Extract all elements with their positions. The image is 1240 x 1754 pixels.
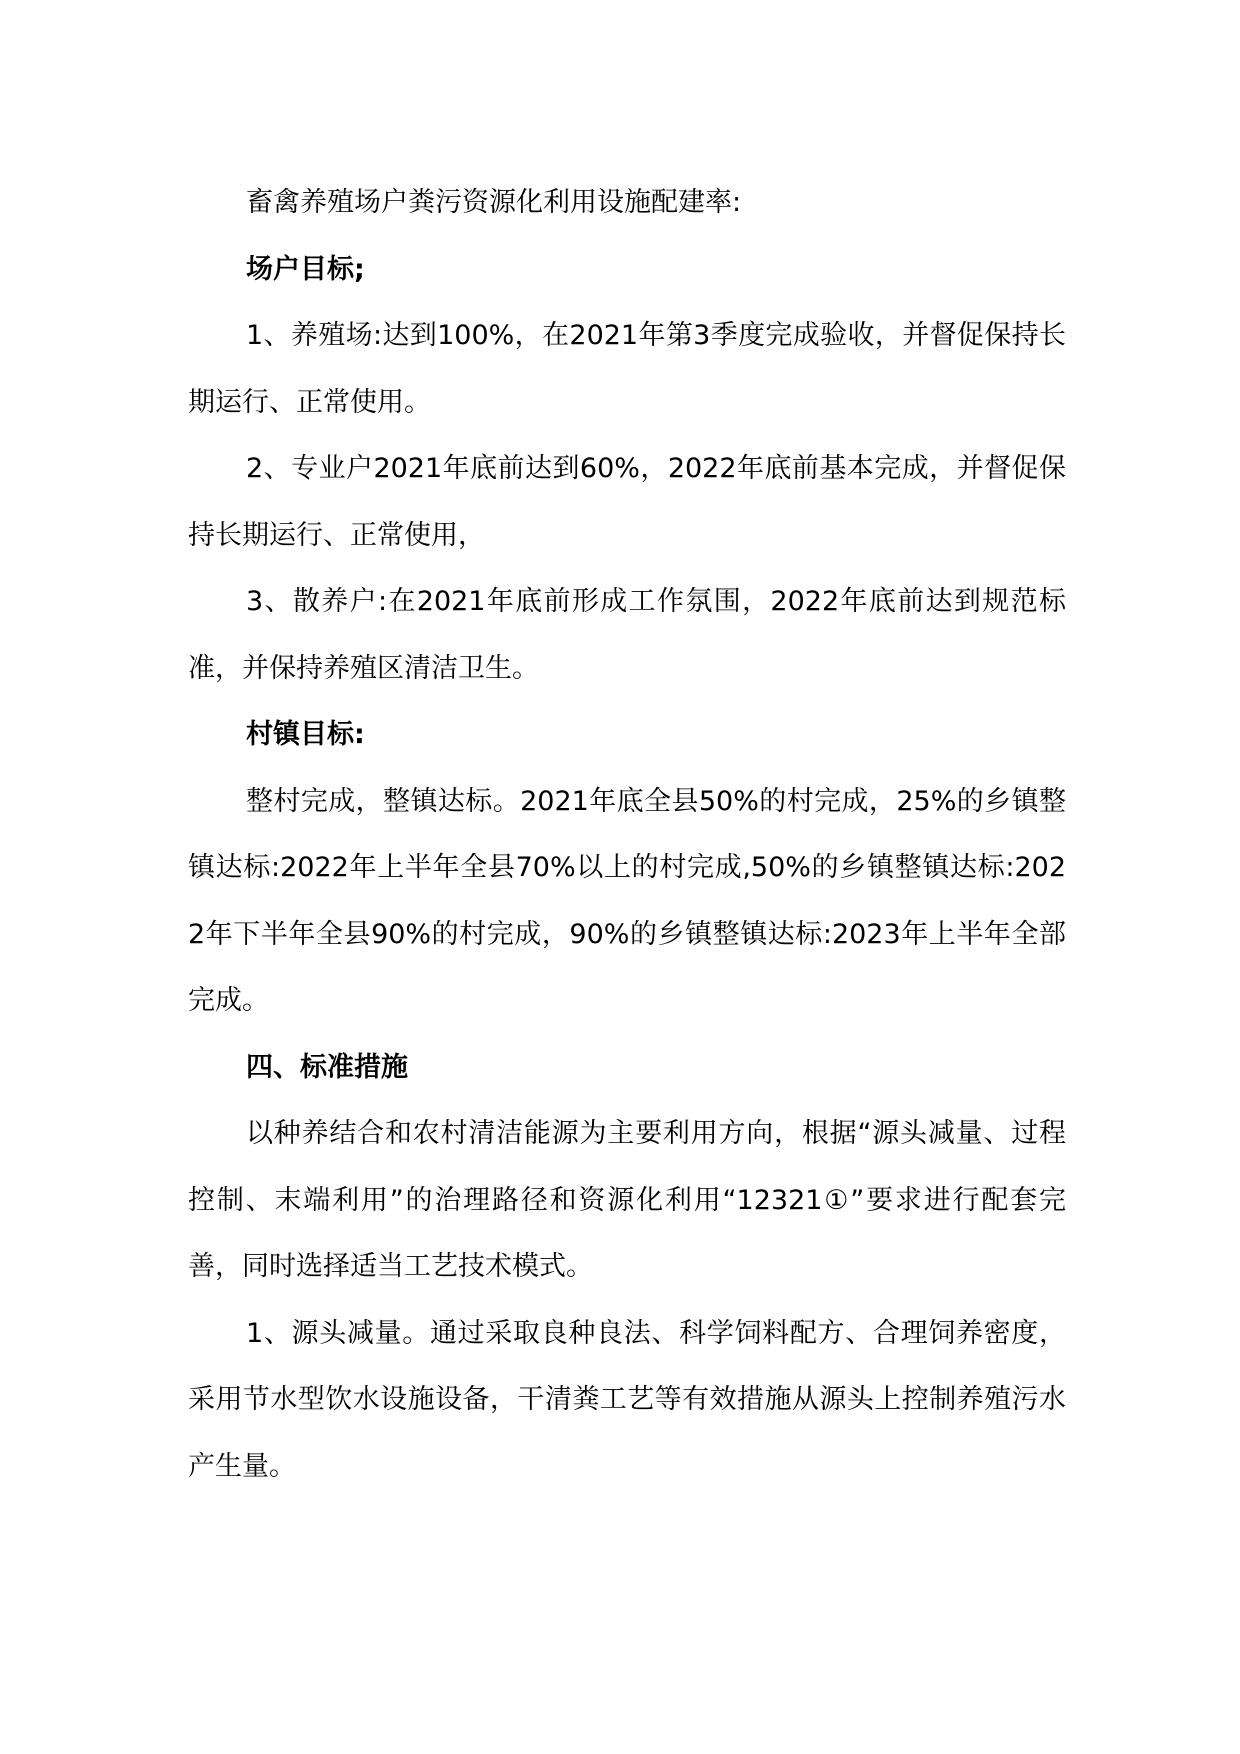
- paragraph-target-farms: 1、养殖场:达到100%，在2021年第3季度完成验收，并督促保持长期运行、正常使用。: [188, 320, 1066, 418]
- paragraph-village-town-schedule: 整村完成，整镇达标。2021年底全县50%的村完成，25%的乡镇整镇达标:2022年上半年全县70%以上的村完成,50%的乡镇整镇达标:2022年下半年全县90%的村完成，90%的乡镇整镇达标:2023年上半年全部完成。: [188, 785, 1066, 1016]
- paragraph-measures-overview: 以种养结合和农村清洁能源为主要利用方向，根据“源头减量、过程控制、末端利用”的治理路径和资源化利用“12321①”要求进行配套完善，同时选择适当工艺技术模式。: [188, 1118, 1066, 1282]
- heading-village-town-targets: 村镇目标:: [246, 719, 365, 750]
- paragraph-source-reduction: 1、源头减量。通过采取良种良法、科学饲料配方、合理饲养密度，采用节水型饮水设施设备，干清粪工艺等有效措施从源头上控制养殖污水产生量。: [188, 1317, 1066, 1482]
- paragraph-target-small-households: 3、散养户:在2021年底前形成工作氛围，2022年底前达到规范标准，并保持养殖区清洁卫生。: [188, 586, 1066, 684]
- paragraph-facility-rate-intro: 畜禽养殖场户粪污资源化利用设施配建率:: [246, 187, 742, 218]
- heading-farm-targets: 场户目标;: [246, 253, 365, 285]
- paragraph-target-specialized-households: 2、专业户2021年底前达到60%，2022年底前基本完成，并督促保持长期运行、正常使用，: [188, 453, 1066, 551]
- heading-standard-measures: 四、标准措施: [246, 1051, 408, 1083]
- document-body: [188, 170, 1066, 1500]
